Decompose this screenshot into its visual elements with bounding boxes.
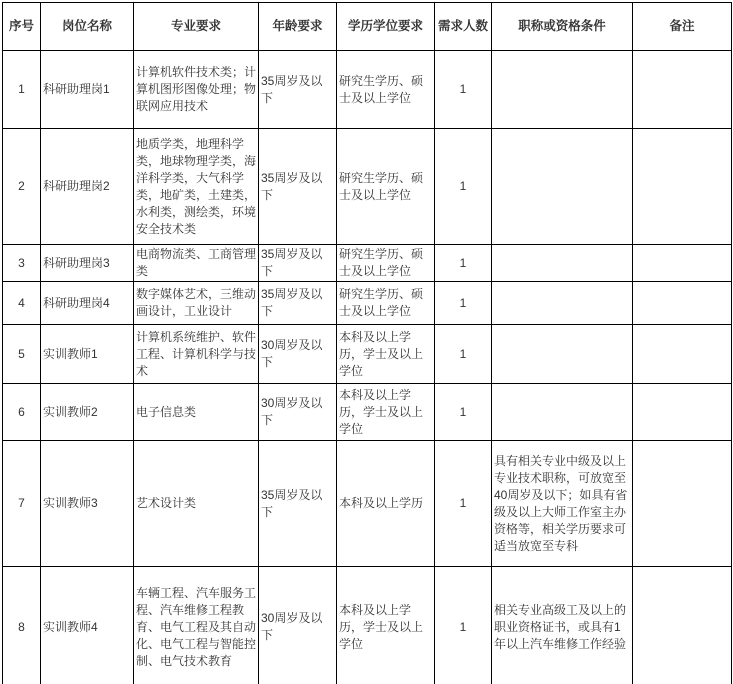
cell-no: 7: [3, 441, 41, 567]
cell-qualification: 相关专业高级工及以上的职业资格证书，或具有1年以上汽车维修工作经验: [492, 567, 633, 684]
cell-position: 科研助理岗1: [41, 51, 134, 129]
cell-position: 科研助理岗4: [41, 282, 134, 325]
cell-position: 实训教师1: [41, 325, 134, 384]
column-header-position: 岗位名称: [41, 3, 134, 51]
cell-remark: [633, 567, 732, 684]
cell-no: 8: [3, 567, 41, 684]
table-row: [3, 51, 732, 129]
cell-age: 35周岁及以下: [259, 129, 337, 245]
cell-count: 1: [435, 441, 492, 567]
cell-qualification: [492, 325, 633, 384]
column-header-age: 年龄要求: [259, 3, 337, 51]
table-row: [3, 384, 732, 441]
cell-count: 1: [435, 51, 492, 129]
cell-qualification: [492, 51, 633, 129]
table-row: [3, 325, 732, 384]
column-header-count: 需求人数: [435, 3, 492, 51]
table-row: [3, 282, 732, 325]
cell-position: 实训教师4: [41, 567, 134, 684]
cell-major: 电子信息类: [134, 384, 259, 441]
cell-age: 30周岁及以下: [259, 384, 337, 441]
cell-remark: [633, 384, 732, 441]
cell-remark: [633, 51, 732, 129]
cell-remark: [633, 441, 732, 567]
cell-age: 35周岁及以下: [259, 51, 337, 129]
cell-education: 本科及以上学历: [337, 441, 435, 567]
cell-education: 研究生学历、硕士及以上学位: [337, 282, 435, 325]
table-row: [3, 245, 732, 282]
cell-education: 研究生学历、硕士及以上学位: [337, 245, 435, 282]
cell-major: 数字媒体艺术，三维动画设计，工业设计: [134, 282, 259, 325]
job-positions-table: [2, 2, 732, 684]
cell-count: 1: [435, 325, 492, 384]
cell-no: 2: [3, 129, 41, 245]
cell-position: 实训教师2: [41, 384, 134, 441]
cell-count: 1: [435, 384, 492, 441]
cell-no: 1: [3, 51, 41, 129]
table-row: [3, 567, 732, 684]
cell-qualification: [492, 282, 633, 325]
cell-age: 35周岁及以下: [259, 245, 337, 282]
cell-age: 35周岁及以下: [259, 441, 337, 567]
cell-position: 科研助理岗2: [41, 129, 134, 245]
header-row: [3, 3, 732, 51]
cell-major: 计算机系统维护、软件工程、计算机科学与技术: [134, 325, 259, 384]
cell-position: 实训教师3: [41, 441, 134, 567]
column-header-qualification: 职称或资格条件: [492, 3, 633, 51]
cell-remark: [633, 129, 732, 245]
table-row: [3, 441, 732, 567]
cell-count: 1: [435, 567, 492, 684]
cell-qualification: [492, 129, 633, 245]
cell-age: 30周岁及以下: [259, 567, 337, 684]
cell-no: 4: [3, 282, 41, 325]
cell-no: 3: [3, 245, 41, 282]
cell-education: 研究生学历、硕士及以上学位: [337, 51, 435, 129]
cell-major: 电商物流类、工商管理类: [134, 245, 259, 282]
cell-no: 5: [3, 325, 41, 384]
cell-education: 本科及以上学历，学士及以上学位: [337, 325, 435, 384]
cell-age: 35周岁及以下: [259, 282, 337, 325]
cell-qualification: [492, 384, 633, 441]
cell-major: 地质学类，地理科学类，地球物理学类，海洋科学类，大气科学类，地矿类，土建类，水利类，测绘类，环境安全技术类: [134, 129, 259, 245]
cell-remark: [633, 325, 732, 384]
cell-remark: [633, 282, 732, 325]
cell-count: 1: [435, 129, 492, 245]
column-header-no: 序号: [3, 3, 41, 51]
column-header-remark: 备注: [633, 3, 732, 51]
cell-no: 6: [3, 384, 41, 441]
cell-major: 车辆工程、汽车服务工程、汽车维修工程教育、电气工程及其自动化、电气工程与智能控制、电气技术教育: [134, 567, 259, 684]
cell-major: 艺术设计类: [134, 441, 259, 567]
cell-qualification: 具有相关专业中级及以上专业技术职称，可放宽至40周岁及以下；如具有省级及以上大师工作室主办资格等，相关学历要求可适当放宽至专科: [492, 441, 633, 567]
column-header-education: 学历学位要求: [337, 3, 435, 51]
cell-count: 1: [435, 245, 492, 282]
cell-education: 研究生学历、硕士及以上学位: [337, 129, 435, 245]
cell-remark: [633, 245, 732, 282]
cell-qualification: [492, 245, 633, 282]
cell-major: 计算机软件技术类；计算机图形图像处理；物联网应用技术: [134, 51, 259, 129]
column-header-major: 专业要求: [134, 3, 259, 51]
table-row: [3, 129, 732, 245]
cell-education: 本科及以上学历，学士及以上学位: [337, 384, 435, 441]
cell-education: 本科及以上学历，学士及以上学位: [337, 567, 435, 684]
cell-position: 科研助理岗3: [41, 245, 134, 282]
cell-age: 30周岁及以下: [259, 325, 337, 384]
cell-count: 1: [435, 282, 492, 325]
